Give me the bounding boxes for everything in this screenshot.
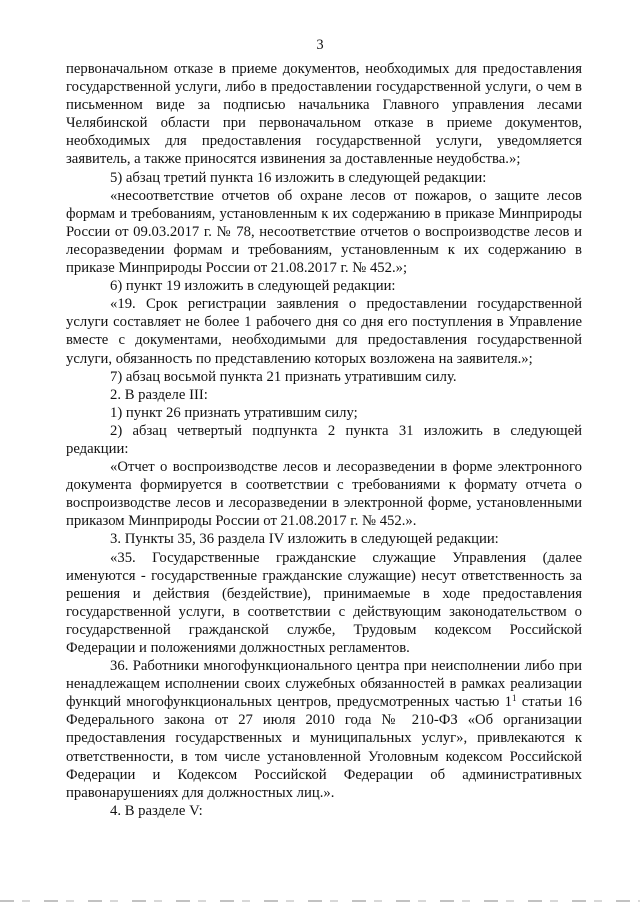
paragraph-8-text: 1) пункт 26 признать утратившим силу; [110,404,358,421]
paragraph-5-text: «19. Срок регистрации заявления о предоставлении государственной услуги составляет не более 1 рабочего дня со дня его поступления в Управление вместе с документами, необходимыми для предоставления государственной услуги, обязанность по представлению которых возложена на заявителя.»; [66,296,582,367]
paragraph-13 [66,657,582,802]
paragraph-6 [66,368,582,386]
document-body [66,60,582,820]
paragraph-13-text: 36. Работники многофункционального центра при неисполнении либо при ненадлежащем исполнении своих служебных обязанностей в рамках реализации функций многофункциональных центров, предусмотренных частью 1 [66,658,582,711]
paragraph-10-text: «Отчет о воспроизводстве лесов и лесоразведении в форме электронного документа формируется в соответствии с требованиями к формату отчета о воспроизводстве лесов и лесоразведении в электронной форме, установленными приказом Минприроды России от 21.08.2017 г. № 452.». [66,459,582,530]
paragraph-9-text: 2) абзац четвертый подпункта 2 пункта 31 изложить в следующей редакции: [66,422,582,457]
paragraph-11 [66,530,582,548]
paragraph-10 [66,458,582,530]
paragraph-7-text: 2. В разделе III: [110,386,208,403]
paragraph-2 [66,169,582,187]
paragraph-2-text: 5) абзац третий пункта 16 изложить в следующей редакции: [110,169,487,186]
paragraph-6-text: 7) абзац восьмой пункта 21 признать утратившим силу. [110,368,457,385]
paragraph-11-text: 3. Пункты 35, 36 раздела IV изложить в следующей редакции: [110,531,499,548]
paragraph-14 [66,802,582,820]
paragraph-12-text: «35. Государственные гражданские служащие Управления (далее именуются - государственные гражданские служащие) несут ответственность за решения и действия (бездействие), принимаемые в ходе предоставления государственной услуги, в соответствии с действующим законодательством о государственной гражданской службе, Трудовым кодексом Российской Федерации и положениями должностных регламентов. [66,549,582,656]
paragraph-3 [66,187,582,277]
paragraph-12 [66,549,582,658]
paragraph-1-text: первоначальном отказе в приеме документов, необходимых для предоставления государственной услуги, либо в предоставлении государственной услуги, о чем в письменном виде за подписью начальника Главного управления лесами Челябинской области при первоначальном отказе в приеме документов, необходимых для предоставления государственной услуги, уведомляется заявитель, а также приносятся извинения за доставленные неудобства.»; [66,61,582,168]
paragraph-13-text-after: статьи 16 Федерального закона от 27 июля 2010 года № 210-ФЗ «Об организации предоставления государственных и муниципальных услуг», привлекаются к ответственности, в том числе установленной Уголовным кодексом Российской Федерации и Кодексом Российской Федерации об административных правонарушениях для должностных лиц.». [66,694,583,801]
paragraph-5 [66,295,582,367]
paragraph-4-text: 6) пункт 19 изложить в следующей редакции: [110,278,396,295]
paragraph-4 [66,277,582,295]
paragraph-3-text: «несоответствие отчетов об охране лесов от пожаров, о защите лесов формам и требованиям, установленным к их содержанию в приказе Минприроды России от 09.03.2017 г. № 78, несоответствие отчетов о воспроизводстве лесов и лесоразведении формам и требованиям, установленным к их содержанию в приказе Минприроды России от 21.08.2017 г. № 452.»; [66,187,582,277]
paragraph-14-text: 4. В разделе V: [110,802,203,819]
scan-artifact-line [0,900,640,902]
paragraph-1 [66,60,582,169]
page-number: 3 [316,37,324,53]
paragraph-7 [66,386,582,404]
superscript-1: 1 [511,693,517,704]
paragraph-9 [66,422,582,458]
paragraph-8 [66,404,582,422]
